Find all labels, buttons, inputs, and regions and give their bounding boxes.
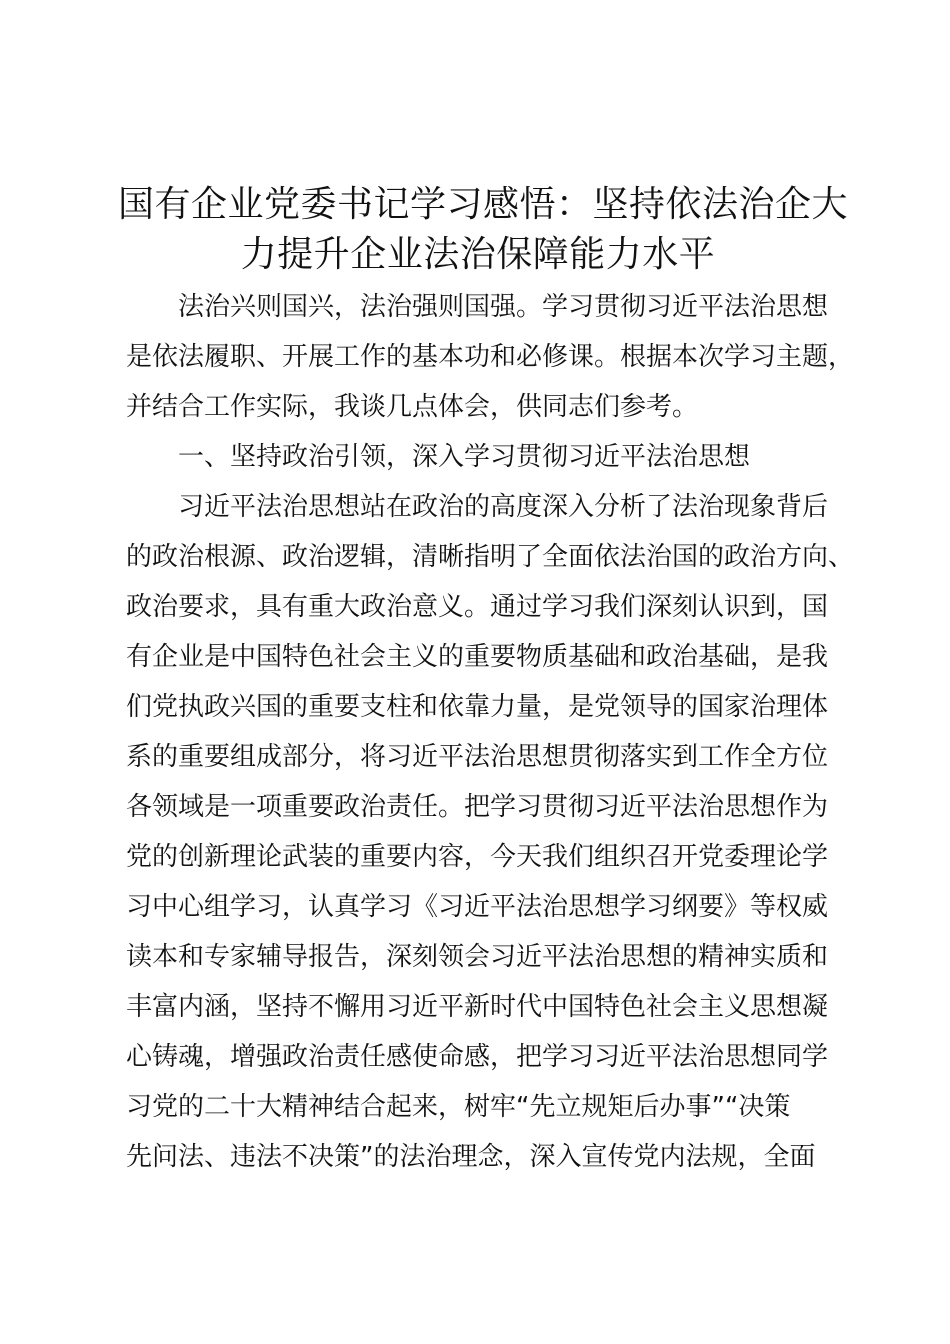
paragraph-body-line-14: 先问法、违法不决策”的法治理念，深入宣传党内法规，全面 (126, 1142, 816, 1172)
paragraph-intro-line-1: 法治兴则国兴，法治强则国强。学习贯彻习近平法治思想 (178, 292, 829, 322)
paragraph-body-line-7: 各领域是一项重要政治责任。把学习贯彻习近平法治思想作为 (126, 792, 829, 822)
paragraph-body-line-1: 习近平法治思想站在政治的高度深入分析了法治现象背后 (178, 492, 829, 522)
document-body (126, 282, 855, 1182)
paragraph-body-line-2: 的政治根源、政治逻辑，清晰指明了全面依法治国的政治方向、 (126, 542, 855, 572)
document-title (118, 180, 849, 280)
title-line-2: 力提升企业法治保障能力水平 (240, 234, 716, 275)
section-heading-1: 一、坚持政治引领，深入学习贯彻习近平法治思想 (178, 442, 751, 472)
paragraph-body-line-3: 政治要求，具有重大政治意义。通过学习我们深刻认识到，国 (126, 592, 829, 622)
paragraph-intro-line-2: 是依法履职、开展工作的基本功和必修课。根据本次学习主题， (126, 342, 855, 372)
paragraph-body-line-11: 丰富内涵，坚持不懈用习近平新时代中国特色社会主义思想凝 (126, 992, 829, 1022)
paragraph-body-line-6: 系的重要组成部分，将习近平法治思想贯彻落实到工作全方位 (126, 742, 829, 772)
paragraph-intro-line-3: 并结合工作实际，我谈几点体会，供同志们参考。 (126, 392, 699, 422)
paragraph-body-line-5: 们党执政兴国的重要支柱和依靠力量，是党领导的国家治理体 (126, 692, 829, 722)
paragraph-body-line-10: 读本和专家辅导报告，深刻领会习近平法治思想的精神实质和 (126, 942, 829, 972)
paragraph-body-line-13: 习党的二十大精神结合起来，树牢“先立规矩后办事”“决策 (126, 1092, 791, 1122)
title-line-1: 国有企业党委书记学习感悟：坚持依法治企大 (118, 184, 849, 225)
paragraph-body-line-4: 有企业是中国特色社会主义的重要物质基础和政治基础，是我 (126, 642, 829, 672)
paragraph-body-line-9: 习中心组学习，认真学习《习近平法治思想学习纲要》等权威 (126, 892, 829, 922)
paragraph-body-line-12: 心铸魂，增强政治责任感使命感，把学习习近平法治思想同学 (126, 1042, 829, 1072)
paragraph-body-line-8: 党的创新理论武装的重要内容，今天我们组织召开党委理论学 (126, 842, 829, 872)
